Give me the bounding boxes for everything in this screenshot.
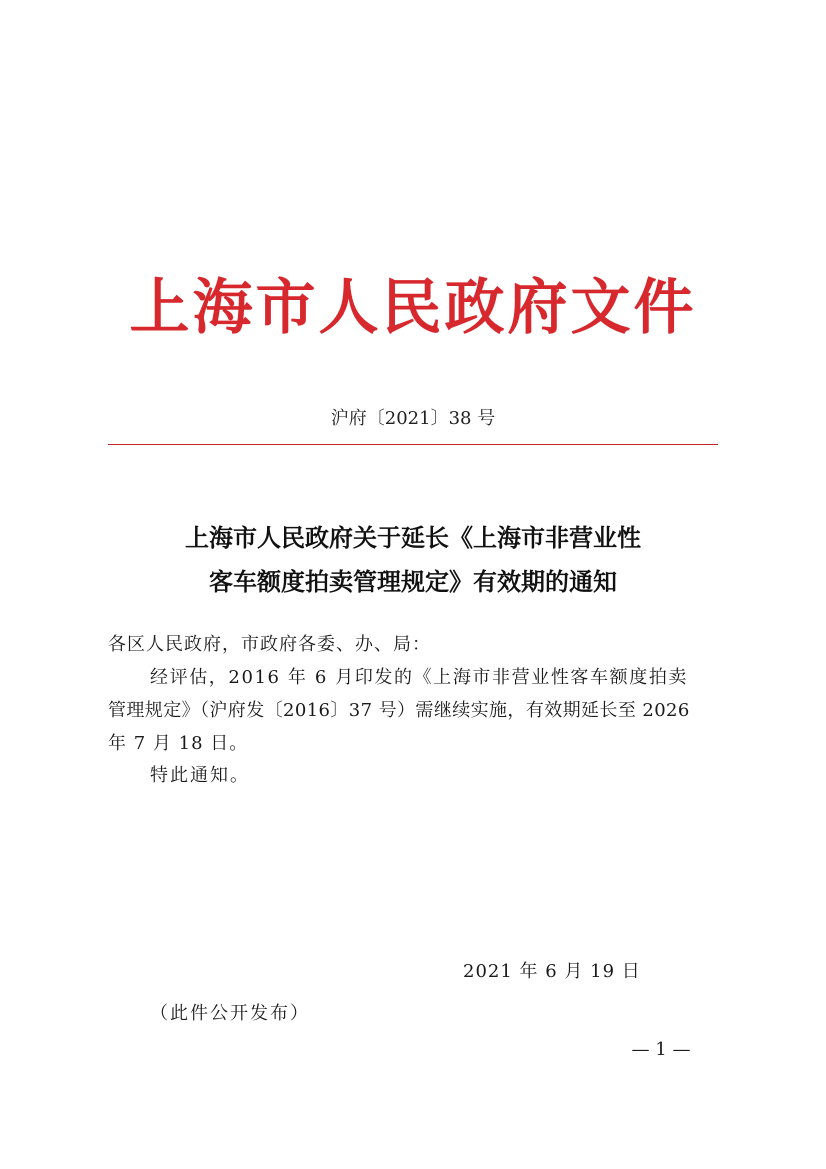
paragraph-line-2: 管理规定》（沪府发〔2016〕37 号）需继续实施，有效期延长至 2026 (108, 700, 690, 721)
document-header-title: 上海市人民政府文件 (129, 273, 697, 343)
notice-title-line-2: 客车额度拍卖管理规定》有效期的通知 (209, 567, 617, 596)
notice-title-line-1: 上海市人民政府关于延长《上海市非营业性 (185, 523, 641, 552)
issue-date: 2021 年 6 月 19 日 (463, 961, 641, 982)
paragraph-line-1: 经评估，2016 年 6 月印发的《上海市非营业性客车额度拍卖 (150, 667, 689, 688)
document-number: 沪府〔2021〕38 号 (330, 408, 496, 429)
salutation: 各区人民政府，市政府各委、办、局： (108, 634, 431, 655)
page-number: — 1 — (631, 1039, 691, 1060)
paragraph-line-3: 年 7 月 18 日。 (108, 733, 249, 754)
red-divider (108, 444, 718, 445)
closing-line: 特此通知。 (150, 765, 250, 786)
publication-note: （此件公开发布） (150, 1003, 310, 1024)
